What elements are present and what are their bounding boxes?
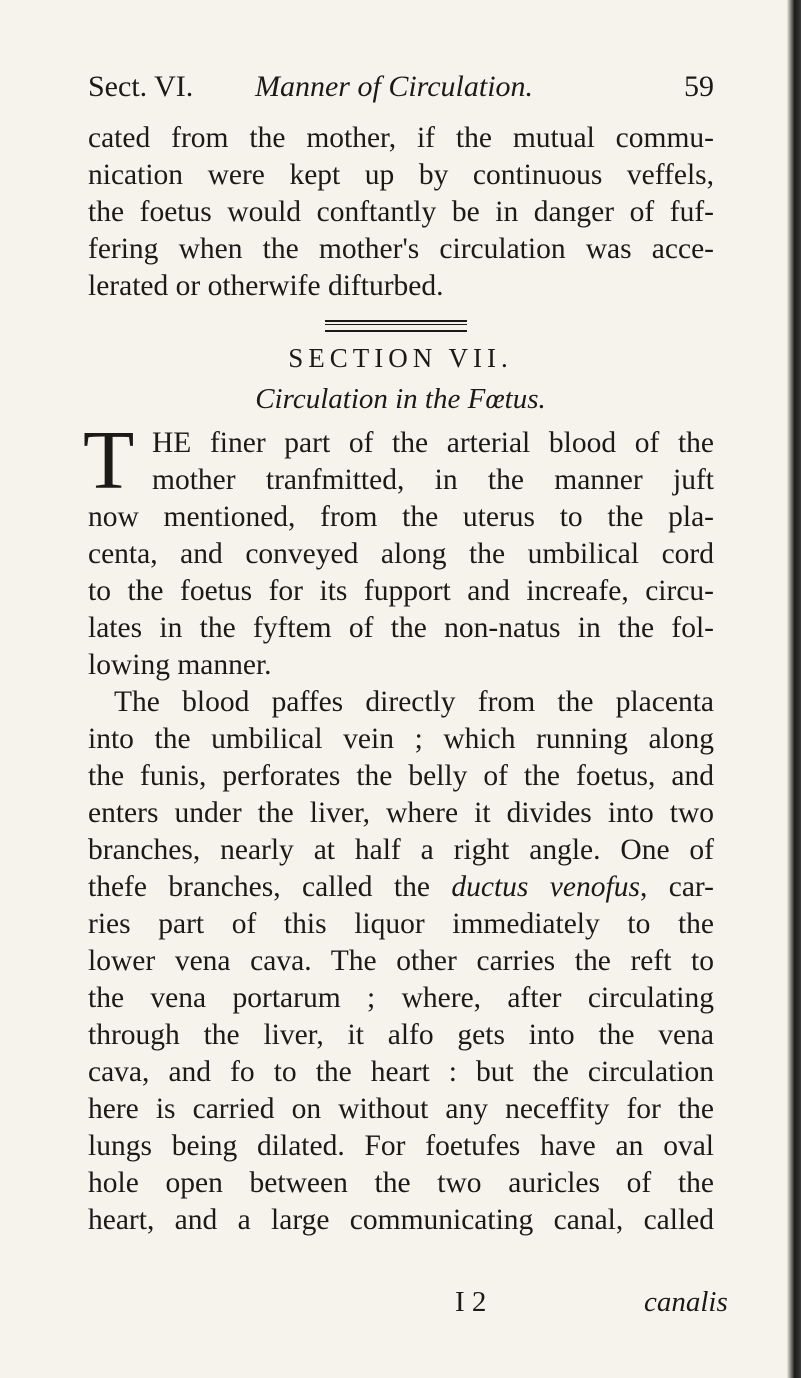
text-line: heart, and a large communicating canal, called	[88, 1204, 714, 1236]
text-line: lungs being dilated. For foetufes have an oval	[88, 1130, 714, 1162]
header-title: Manner of Circulation.	[255, 70, 534, 103]
text-line: nication were kept up by continuous veffels,	[88, 159, 714, 191]
text-line: The blood paffes directly from the placenta	[114, 686, 714, 718]
text-line: to the foetus for its fupport and increafe, circu-	[88, 575, 714, 607]
text-line: the foetus would conftantly be in danger of fuf-	[88, 196, 714, 228]
text-line: lerated or otherwife difturbed.	[88, 270, 444, 302]
text-line: cava, and fo to the heart : but the circulation	[88, 1056, 714, 1088]
text-segment: , car-	[639, 871, 714, 903]
text-line: here is carried on without any neceffity for the	[88, 1093, 714, 1125]
catchword: canalis	[644, 1286, 728, 1318]
text-line: enters under the liver, where it divides into two	[88, 797, 714, 829]
section-subtitle: Circulation in the Fœtus.	[255, 383, 546, 415]
section-divider-rule	[325, 320, 467, 332]
page-edge-shadow	[787, 0, 801, 1378]
text-line: mother tranfmitted, in the manner juft	[152, 464, 714, 496]
italic-term: ductus venofus	[451, 871, 640, 903]
text-line: into the umbilical vein ; which running along	[88, 723, 714, 755]
text-line: lowing manner.	[88, 649, 272, 681]
text-line: HE finer part of the arterial blood of the	[152, 427, 714, 459]
text-line: cated from the mother, if the mutual commu-	[88, 122, 714, 154]
page-number: 59	[684, 70, 714, 103]
text-line: lower vena cava. The other carries the reft to	[88, 945, 714, 977]
text-segment: thefe branches, called the	[88, 871, 452, 903]
header-section: Sect. VI.	[88, 70, 194, 103]
text-line: centa, and conveyed along the umbilical cord	[88, 538, 714, 570]
text-line: branches, nearly at half a right angle. One of	[88, 834, 714, 866]
text-line: fering when the mother's circulation was acce-	[88, 233, 714, 265]
text-line: the vena portarum ; where, after circulating	[88, 982, 714, 1014]
text-line: hole open between the two auricles of the	[88, 1167, 714, 1199]
text-line: the funis, perforates the belly of the foetus, and	[88, 760, 714, 792]
text-line: ries part of this liquor immediately to the	[88, 908, 714, 940]
text-line: through the liver, it alfo gets into the vena	[88, 1019, 714, 1051]
text-line: lates in the fyftem of the non-natus in the fol-	[88, 612, 714, 644]
drop-cap: T	[83, 414, 135, 507]
text-line: now mentioned, from the uterus to the pla-	[88, 501, 714, 533]
text-line	[88, 869, 714, 905]
section-heading: SECTION VII.	[288, 343, 513, 373]
running-header	[88, 70, 714, 110]
signature-mark: I 2	[455, 1286, 487, 1318]
